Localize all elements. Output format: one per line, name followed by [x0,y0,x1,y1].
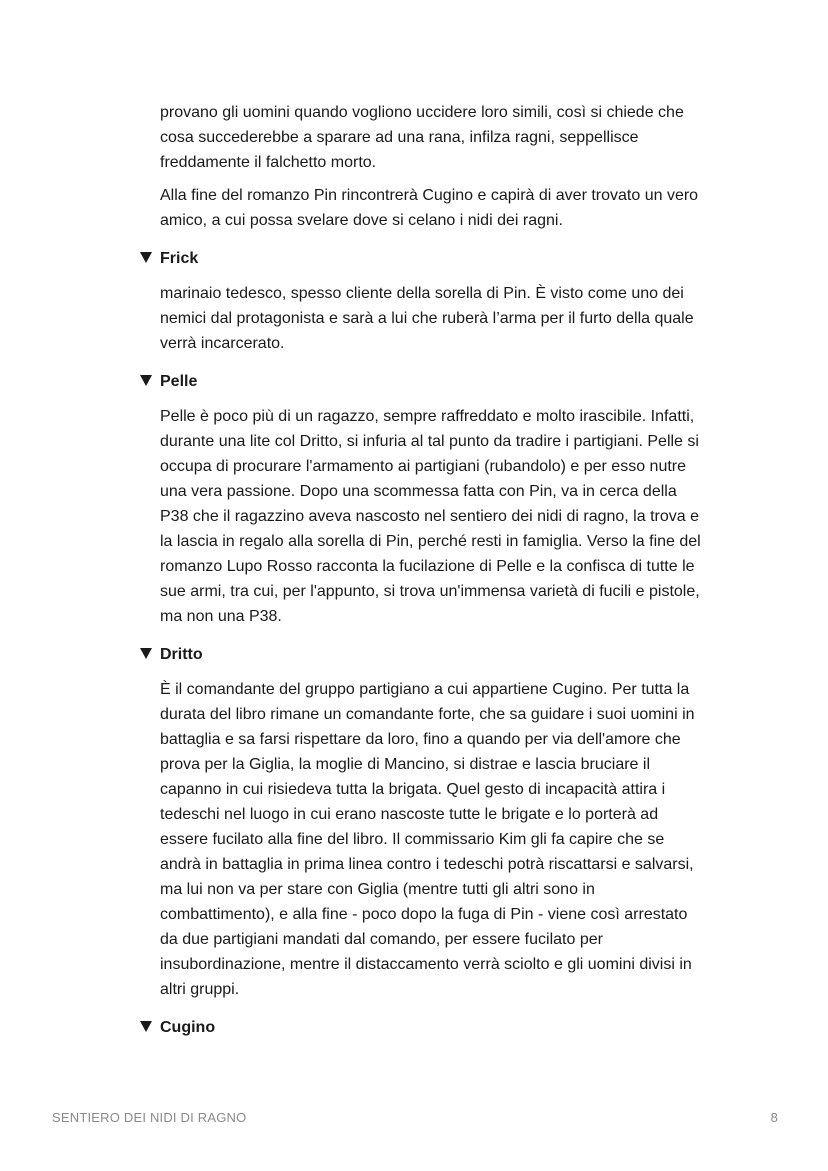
toggle-pelle[interactable] [160,369,730,394]
toggle-cugino[interactable] [160,1015,730,1040]
intro-paragraph-2: Alla fine del romanzo Pin rincontrerà Cugino e capirà di aver trovato un vero amico, a cui possa svelare dove si celano i nidi dei ragni. [160,187,699,229]
dritto-paragraph: È il comandante del gruppo partigiano a cui appartiene Cugino. Per tutta la durata del libro rimane un comandante forte, che sa guidare i suoi uomini in battaglia e sa farsi rispettare da loro, fino a quando per via dell'amore che prova per la Giglia, la moglie di Mancino, si distrae e lascia bruciare il capanno in cui risiedeva tutta la brigata. Quel gesto di incapacità attira i tedeschi nel luogo in cui erano nascoste tutte le brigate e lo porterà ad essere fucilato alla fine del libro. Il commissario Kim gli fa capire che se andrà in battaglia in prima linea contro i tedeschi potrà riscattarsi e salvarsi, ma lui non va per stare con Giglia (mentre tutti gli altri sono in combattimento), e alla fine - poco dopo la fuga di Pin - viene così arrestato da due partigiani mandati dal comando, per essere fucilato per insubordinazione, mentre il distaccamento verrà sciolto e gli uomini divisi in altri gruppi. [160,681,695,998]
triangle-down-icon[interactable] [140,375,152,386]
page-number: 8 [770,1110,778,1125]
toggle-title-dritto: Dritto [160,645,203,663]
triangle-down-icon[interactable] [140,252,152,263]
toggle-dritto[interactable] [160,642,730,667]
triangle-down-icon[interactable] [140,648,152,659]
toggle-title-pelle: Pelle [160,372,198,390]
frick-paragraph: marinaio tedesco, spesso cliente della sorella di Pin. È visto come uno dei nemici dal protagonista e sarà a lui che ruberà l’arma per il furto della quale verrà incarcerato. [160,285,694,352]
page-content [160,100,730,1050]
page-footer [52,1110,778,1125]
toggle-title-frick: Frick [160,249,199,267]
toggle-title-cugino: Cugino [160,1018,216,1036]
intro-paragraph-1: provano gli uomini quando vogliono uccidere loro simili, così si chiede che cosa succederebbe a sparare ad una rana, infilza ragni, seppellisce freddamente il falchetto morto. [160,104,684,171]
triangle-down-icon[interactable] [140,1021,152,1032]
pelle-paragraph: Pelle è poco più di un ragazzo, sempre raffreddato e molto irascibile. Infatti, durante una lite col Dritto, si infuria al tal punto da tradire i partigiani. Pelle si occupa di procurare l'armamento ai partigiani (rubandolo) e per esso nutre una vera passione. Dopo una scommessa fatta con Pin, va in cerca della P38 che il ragazzino aveva nascosto nel sentiero dei nidi di ragno, la trova e la lascia in regalo alla sorella di Pin, perché resti in famiglia. Verso la fine del romanzo Lupo Rosso racconta la fucilazione di Pelle e la confisca di tutte le sue armi, tra cui, per l'appunto, si trova un'immensa varietà di fucili e pistole, ma non una P38. [160,408,701,625]
footer-title: SENTIERO DEI NIDI DI RAGNO [52,1110,247,1125]
toggle-frick[interactable] [160,246,730,271]
